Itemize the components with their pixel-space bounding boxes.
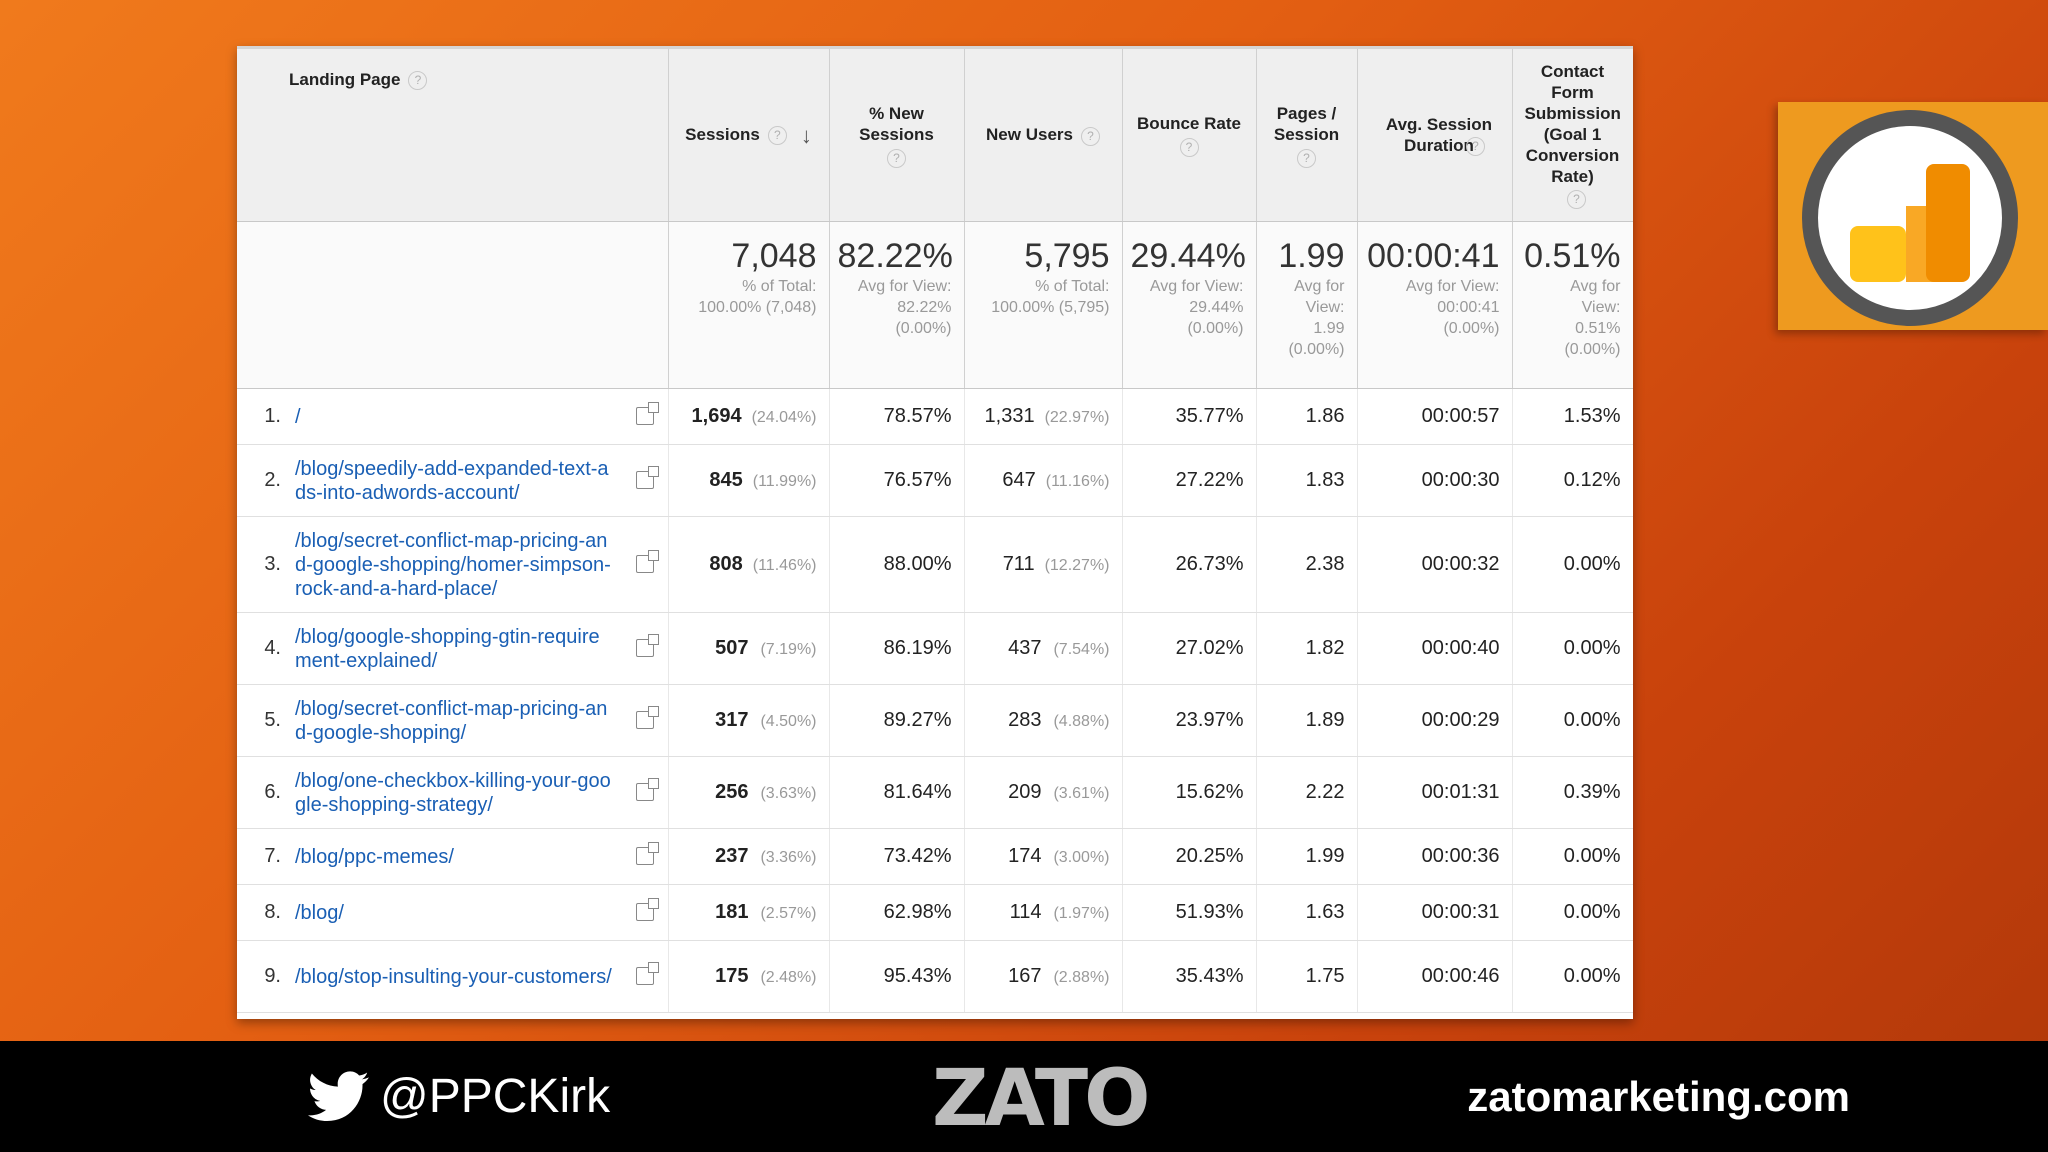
row-number: 7. [264,845,281,867]
goal-conversion-cell: 1.53% [1512,389,1633,445]
bounce-rate-cell: 27.22% [1122,445,1256,517]
avg-duration-cell: 00:00:32 [1357,517,1512,613]
bounce-rate-cell: 15.62% [1122,757,1256,829]
table-row [237,517,1633,613]
row-number: 5. [264,709,281,731]
landing-page-cell [237,685,668,757]
header-row [237,49,1633,222]
help-icon[interactable]: ? [1466,137,1485,156]
external-link-icon[interactable] [636,967,654,985]
new-sessions-cell: 62.98% [829,885,964,941]
landing-page-cell [237,941,668,1013]
analytics-report-panel [237,46,1633,1019]
zato-brand-logo: ZATO [932,1054,1147,1144]
new-users-cell: 647 (11.16%) [964,445,1122,517]
new-users-cell: 174 (3.00%) [964,829,1122,885]
totals-pages-session: 1.99 Avg for View: 1.99 (0.00%) [1256,222,1357,389]
landing-page-cell [237,829,668,885]
help-icon[interactable]: ? [1081,127,1100,146]
landing-page-link[interactable]: /blog/stop-insulting-your-customers/ [295,965,612,988]
table-row [237,389,1633,445]
sort-descending-icon[interactable]: ↓ [800,123,812,148]
bounce-rate-cell: 51.93% [1122,885,1256,941]
col-header-bounce-rate[interactable]: Bounce Rate ? [1122,49,1256,222]
new-sessions-cell: 81.64% [829,757,964,829]
landing-page-link[interactable]: /blog/google-shopping-gtin-requirement-explained/ [295,625,600,672]
external-link-icon[interactable] [636,783,654,801]
help-icon[interactable]: ? [768,126,787,145]
new-users-cell: 1,331 (22.97%) [964,389,1122,445]
landing-page-link[interactable]: /blog/one-checkbox-killing-your-google-shopping-strategy/ [295,769,611,816]
bounce-rate-cell: 35.43% [1122,941,1256,1013]
new-users-cell: 283 (4.88%) [964,685,1122,757]
avg-duration-cell: 00:00:36 [1357,829,1512,885]
pages-session-cell: 1.75 [1256,941,1357,1013]
new-sessions-cell: 89.27% [829,685,964,757]
col-header-pages-session[interactable]: Pages / Session ? [1256,49,1357,222]
landing-page-cell [237,517,668,613]
col-header-landing-page[interactable]: Landing Page ? [237,49,668,222]
sessions-cell: 507 (7.19%) [668,613,829,685]
new-sessions-cell: 95.43% [829,941,964,1013]
new-users-cell: 209 (3.61%) [964,757,1122,829]
sessions-cell: 237 (3.36%) [668,829,829,885]
avg-duration-cell: 00:00:29 [1357,685,1512,757]
goal-conversion-cell: 0.00% [1512,829,1633,885]
goal-conversion-cell: 0.00% [1512,941,1633,1013]
sessions-cell: 175 (2.48%) [668,941,829,1013]
external-link-icon[interactable] [636,711,654,729]
avg-duration-cell: 00:00:31 [1357,885,1512,941]
avg-duration-cell: 00:00:57 [1357,389,1512,445]
goal-conversion-cell: 0.00% [1512,885,1633,941]
bounce-rate-cell: 20.25% [1122,829,1256,885]
pages-session-cell: 1.82 [1256,613,1357,685]
pages-session-cell: 2.38 [1256,517,1357,613]
sessions-cell: 808 (11.46%) [668,517,829,613]
landing-page-cell [237,445,668,517]
external-link-icon[interactable] [636,471,654,489]
bounce-rate-cell: 23.97% [1122,685,1256,757]
col-header-new-users[interactable]: New Users ? [964,49,1122,222]
table-row [237,685,1633,757]
totals-goal-conversion: 0.51% Avg for View: 0.51% (0.00%) [1512,222,1633,389]
website-url: zatomarketing.com [1467,1073,1850,1120]
totals-row [237,222,1633,389]
external-link-icon[interactable] [636,407,654,425]
bounce-rate-cell: 35.77% [1122,389,1256,445]
pages-session-cell: 1.89 [1256,685,1357,757]
pages-session-cell: 2.22 [1256,757,1357,829]
row-number: 9. [264,965,281,987]
row-number: 8. [264,901,281,923]
bounce-rate-cell: 27.02% [1122,613,1256,685]
new-sessions-cell: 73.42% [829,829,964,885]
help-icon[interactable]: ? [408,71,427,90]
table-row [237,757,1633,829]
slide-footer [0,1041,2048,1152]
google-analytics-logo-icon [1778,102,2048,330]
landing-page-cell [237,757,668,829]
new-users-cell: 167 (2.88%) [964,941,1122,1013]
totals-sessions: 7,048 % of Total: 100.00% (7,048) [668,222,829,389]
landing-page-link[interactable]: /blog/secret-conflict-map-pricing-and-google-shopping/homer-simpson-rock-and-a-hard-place/ [295,529,611,600]
avg-duration-cell: 00:00:30 [1357,445,1512,517]
landing-page-link[interactable]: /blog/ppc-memes/ [295,845,454,868]
help-icon[interactable]: ? [1297,149,1316,168]
pages-session-cell: 1.99 [1256,829,1357,885]
row-number: 6. [264,781,281,803]
totals-avg-duration: 00:00:41 Avg for View: 00:00:41 (0.00%) [1357,222,1512,389]
external-link-icon[interactable] [636,847,654,865]
avg-duration-cell: 00:00:40 [1357,613,1512,685]
new-sessions-cell: 78.57% [829,389,964,445]
new-users-cell: 711 (12.27%) [964,517,1122,613]
goal-conversion-cell: 0.00% [1512,685,1633,757]
totals-new-sessions: 82.22% Avg for View: 82.22% (0.00%) [829,222,964,389]
col-header-goal-conversion[interactable]: Contact Form Submission (Goal 1 Conversion Rate) ? [1512,49,1633,222]
pages-session-cell: 1.86 [1256,389,1357,445]
table-row [237,941,1633,1013]
totals-label-cell [237,222,668,389]
bounce-rate-cell: 26.73% [1122,517,1256,613]
external-link-icon[interactable] [636,639,654,657]
table-row [237,613,1633,685]
col-header-new-sessions[interactable]: % New Sessions ? [829,49,964,222]
external-link-icon[interactable] [636,903,654,921]
sessions-cell: 317 (4.50%) [668,685,829,757]
sessions-cell: 1,694 (24.04%) [668,389,829,445]
sessions-cell: 256 (3.63%) [668,757,829,829]
table-row [237,829,1633,885]
new-sessions-cell: 76.57% [829,445,964,517]
new-users-cell: 114 (1.97%) [964,885,1122,941]
row-number: 1. [264,405,281,427]
landing-page-link[interactable]: /blog/ [295,901,344,924]
row-number: 4. [264,637,281,659]
new-sessions-cell: 86.19% [829,613,964,685]
goal-conversion-cell: 0.00% [1512,517,1633,613]
sessions-cell: 181 (2.57%) [668,885,829,941]
help-icon[interactable]: ? [887,149,906,168]
landing-page-link[interactable]: /blog/secret-conflict-map-pricing-and-google-shopping/ [295,697,608,744]
landing-page-cell [237,389,668,445]
external-link-icon[interactable] [636,555,654,573]
landing-page-table [237,49,1633,1013]
help-icon[interactable]: ? [1567,190,1586,209]
help-icon[interactable]: ? [1180,138,1199,157]
goal-conversion-cell: 0.12% [1512,445,1633,517]
totals-bounce-rate: 29.44% Avg for View: 29.44% (0.00%) [1122,222,1256,389]
table-row [237,445,1633,517]
new-sessions-cell: 88.00% [829,517,964,613]
avg-duration-cell: 00:00:46 [1357,941,1512,1013]
row-number: 3. [264,553,281,575]
landing-page-link[interactable]: / [295,405,301,428]
avg-duration-cell: 00:01:31 [1357,757,1512,829]
col-header-sessions[interactable]: Sessions ? ↓ [668,49,829,222]
table-row [237,885,1633,941]
row-number: 2. [264,469,281,491]
sessions-cell: 845 (11.99%) [668,445,829,517]
landing-page-link[interactable]: /blog/speedily-add-expanded-text-ads-into-adwords-account/ [295,457,609,504]
landing-page-cell [237,885,668,941]
landing-page-cell [237,613,668,685]
twitter-handle: @PPCKirk [380,1070,611,1123]
goal-conversion-cell: 0.39% [1512,757,1633,829]
new-users-cell: 437 (7.54%) [964,613,1122,685]
col-header-avg-duration[interactable]: Avg. Session Duration? [1357,49,1512,222]
totals-new-users: 5,795 % of Total: 100.00% (5,795) [964,222,1122,389]
pages-session-cell: 1.83 [1256,445,1357,517]
goal-conversion-cell: 0.00% [1512,613,1633,685]
twitter-bird-icon [308,1071,370,1123]
pages-session-cell: 1.63 [1256,885,1357,941]
